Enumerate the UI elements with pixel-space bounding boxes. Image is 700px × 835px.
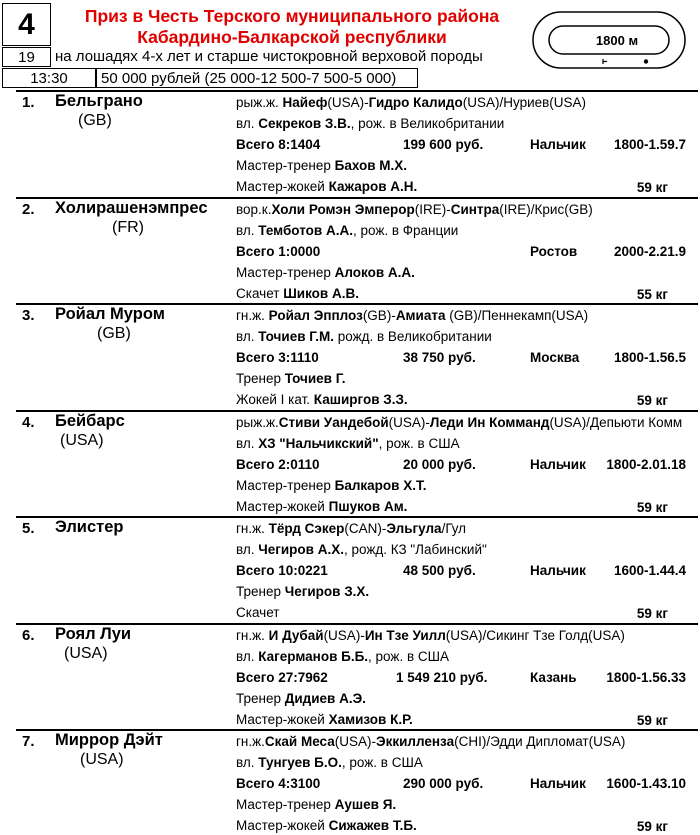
horse-name: Миррор Дэйт: [55, 731, 163, 749]
best-time-track: Нальчик: [530, 456, 586, 472]
trainer-line-segment: Бахов М.Х.: [334, 158, 408, 173]
career-earnings: 48 500 руб.: [403, 563, 476, 578]
pedigree-segment: (USA)-: [334, 734, 376, 749]
trainer-line-segment: Балкаров Х.Т.: [334, 477, 427, 493]
owner-line-segment: , рож. в США: [378, 435, 460, 451]
entry-number: 7.: [22, 733, 35, 750]
horse-country: (USA): [64, 644, 108, 662]
trainer-line-segment: Мастер-тренер: [236, 264, 335, 280]
entry: [0, 410, 700, 516]
trainer-line-segment: Тренер: [236, 584, 285, 599]
best-time: 1800-1.56.5: [613, 350, 686, 365]
trainer-line-segment: Мастер-тренер: [236, 158, 335, 173]
race-time: 13:30: [2, 68, 96, 88]
jockey-line-segment: Скачет: [236, 605, 280, 620]
trainer-line-segment: Дидиев А.Э.: [284, 690, 366, 706]
owner-line-segment: , рож. в Франции: [352, 222, 459, 238]
pedigree-segment: (USA)/Сикинг Тзе Голд(USA): [445, 627, 625, 643]
career-earnings: 38 750 руб.: [403, 350, 476, 365]
carried-weight: 59 кг: [636, 606, 668, 621]
pedigree-segment: (CAN)-: [344, 521, 387, 536]
jockey-line-segment: Мастер-жокей: [236, 818, 329, 833]
best-time: 1600-1.43.10: [606, 776, 686, 791]
entry: [0, 197, 700, 303]
entry-number: 3.: [22, 307, 35, 324]
owner-line: [236, 649, 449, 664]
owner-line-segment: Точиев Г.М.: [258, 329, 334, 344]
carried-weight: 55 кг: [636, 286, 668, 302]
pedigree-segment: Тёрд Сэкер: [268, 521, 345, 536]
best-time: 1800-2.01.18: [606, 456, 686, 472]
entry: [0, 90, 700, 196]
entry: [0, 516, 700, 622]
jockey-line-segment: Кажаров А.Н.: [328, 179, 418, 194]
pedigree-segment: Амиата: [395, 308, 446, 323]
race-index: 19: [2, 47, 51, 67]
pedigree-segment: рыж.ж.: [236, 414, 279, 430]
career-record: Всего 2:0110: [236, 456, 320, 472]
best-time-track: Казань: [530, 669, 577, 685]
pedigree-segment: гн.ж.: [236, 627, 269, 643]
best-time-track: Нальчик: [530, 563, 586, 578]
owner-line: [236, 223, 458, 238]
pedigree: [236, 308, 696, 323]
pedigree-segment: (USA)-: [388, 414, 430, 430]
trainer-line: [236, 265, 415, 280]
best-time: 1800-1.56.33: [606, 669, 686, 685]
jockey-line: [236, 818, 417, 833]
pedigree-segment: (USA)-: [323, 627, 365, 643]
pedigree-segment: (GB)-: [362, 308, 396, 323]
carried-weight: 59 кг: [636, 712, 668, 728]
jockey-line-segment: Хамизов К.Р.: [328, 711, 413, 727]
jockey-line: [236, 499, 407, 514]
jockey-line: [236, 712, 413, 727]
jockey-line-segment: Мастер-жокей: [236, 498, 329, 514]
owner-line-segment: Секреков З.В.: [258, 116, 351, 131]
owner-line-segment: вл.: [236, 435, 259, 451]
pedigree-segment: Холи Ромэн Эмперор: [271, 201, 415, 217]
jockey-line-segment: Скачет: [236, 285, 284, 301]
pedigree-segment: Леди Ин Комманд: [429, 414, 550, 430]
career-record: Всего 3:1110: [236, 350, 319, 365]
pedigree: [236, 95, 696, 110]
pedigree-segment: Ин Тзе Уилл: [364, 627, 446, 643]
race-title-line1: Приз в Честь Терского муниципального района: [84, 6, 500, 26]
trainer-line-segment: Мастер-тренер: [236, 797, 335, 812]
pedigree-segment: (IRE)-: [414, 201, 451, 217]
pedigree-segment: (GB)/Пеннекамп(USA): [445, 308, 589, 323]
pedigree-segment: Синтра: [450, 201, 500, 217]
owner-line: [236, 116, 504, 131]
best-time: 1600-1.44.4: [613, 563, 686, 578]
owner-line-segment: , рожд. КЗ "Лабинский": [343, 542, 487, 557]
owner-line-segment: вл.: [236, 648, 259, 664]
jockey-line-segment: Сижажев Т.Б.: [328, 818, 417, 833]
entry: [0, 729, 700, 835]
owner-line: [236, 542, 487, 557]
best-time: 1800-1.59.7: [613, 137, 686, 152]
owner-line-segment: Кагерманов Б.Б.: [258, 648, 369, 664]
trainer-line: [236, 691, 366, 706]
owner-line-segment: , рож. в США: [368, 648, 449, 664]
career-earnings: 20 000 руб.: [403, 456, 476, 472]
best-time-track: Нальчик: [530, 776, 586, 791]
trainer-line: [236, 584, 369, 599]
race-conditions: на лошадях 4-х лет и старше чистокровной верховой породы: [55, 48, 483, 65]
horse-name: Роял Луи: [55, 624, 132, 643]
horse-name: Элистер: [55, 518, 124, 536]
horse-country: (USA): [80, 751, 124, 768]
horse-country: (FR): [112, 218, 144, 236]
career-record: Всего 1:0000: [236, 243, 321, 259]
track-diagram: [531, 10, 687, 75]
career-record: Всего 4:3100: [236, 776, 321, 791]
owner-line-segment: вл.: [236, 755, 259, 770]
pedigree-segment: (CHI)/Эдди Дипломат(USA): [454, 734, 626, 749]
trainer-line: [236, 371, 345, 386]
trainer-line: [236, 797, 396, 812]
best-time: 2000-2.21.9: [613, 243, 686, 259]
career-record: Всего 27:7962: [236, 669, 328, 685]
career-earnings: 1 549 210 руб.: [396, 669, 488, 685]
jockey-line: [236, 286, 359, 301]
jockey-line-segment: Каширгов З.З.: [313, 392, 408, 407]
pedigree-segment: (USA)/Депьюти Комм: [549, 414, 683, 430]
pedigree-segment: Ройал Эпплоз: [268, 308, 363, 323]
horse-name: Бейбарс: [55, 411, 125, 430]
pedigree-segment: Найеф: [282, 95, 328, 110]
horse-name: Бельграно: [55, 92, 143, 110]
track-oval-icon: [531, 10, 687, 70]
pedigree-segment: (IRE)/Крис(GB): [499, 201, 593, 217]
owner-line-segment: ХЗ "Нальчикский": [258, 435, 379, 451]
jockey-line: [236, 179, 417, 194]
entry-number: 6.: [22, 626, 35, 644]
pedigree-segment: гн.ж.: [236, 308, 269, 323]
race-number: 4: [2, 3, 51, 46]
horse-name: Холирашенэмпрес: [55, 198, 208, 217]
owner-line-segment: вл.: [236, 329, 259, 344]
career-record: Всего 10:0221: [236, 563, 328, 578]
career-record: Всего 8:1404: [236, 137, 321, 152]
pedigree-segment: вор.к.: [236, 201, 272, 217]
pedigree: [236, 415, 696, 430]
jockey-line-segment: Мастер-жокей: [236, 711, 329, 727]
owner-line-segment: рожд. в Великобритании: [333, 329, 492, 344]
horse-name: Ройал Муром: [55, 305, 165, 323]
owner-line: [236, 436, 460, 451]
jockey-line-segment: Мастер-жокей: [236, 179, 329, 194]
jockey-line-segment: Пшуков Ам.: [328, 498, 408, 514]
owner-line-segment: вл.: [236, 222, 259, 238]
best-time-track: Москва: [530, 350, 580, 365]
trainer-line-segment: Чегиров З.Х.: [284, 584, 370, 599]
carried-weight: 59 кг: [636, 180, 668, 195]
owner-line-segment: вл.: [236, 116, 259, 131]
owner-line-segment: , рож. в Великобритании: [350, 116, 505, 131]
jockey-line-segment: Шиков А.В.: [283, 285, 359, 301]
horse-country: (USA): [60, 431, 104, 449]
trainer-line-segment: Тренер: [236, 371, 285, 386]
jockey-line: [236, 605, 279, 620]
race-title-line2: Кабардино-Балкарской республики: [137, 27, 447, 47]
horse-country: (GB): [78, 112, 112, 129]
carried-weight: 59 кг: [636, 393, 668, 408]
entry-number: 1.: [22, 94, 35, 111]
pedigree-segment: гн.ж.: [236, 734, 265, 749]
best-time-track: Нальчик: [530, 137, 586, 152]
owner-line-segment: вл.: [236, 542, 259, 557]
pedigree-segment: Гидро Калидо: [368, 95, 463, 110]
trainer-line: [236, 478, 426, 493]
trainer-line-segment: Алоков А.А.: [334, 264, 415, 280]
pedigree: [236, 628, 696, 643]
owner-line-segment: Тунгуев Б.О.: [258, 755, 342, 770]
track-distance: 1800 м: [595, 33, 639, 48]
trainer-line-segment: Мастер-тренер: [236, 477, 335, 493]
career-earnings: 199 600 руб.: [403, 137, 484, 152]
career-earnings: 290 000 руб.: [403, 776, 484, 791]
entry-number: 5.: [22, 520, 35, 537]
pedigree-segment: гн.ж.: [236, 521, 269, 536]
horse-country: (GB): [97, 325, 131, 342]
pedigree: [236, 202, 696, 217]
entry-number: 4.: [22, 413, 35, 431]
owner-line: [236, 329, 492, 344]
trainer-line: [236, 158, 407, 173]
pedigree-segment: Стиви Уандебой: [278, 414, 389, 430]
owner-line: [236, 755, 423, 770]
jockey-line: [236, 392, 408, 407]
pedigree-segment: /Гул: [441, 521, 467, 536]
trainer-line-segment: Аушев Я.: [334, 797, 397, 812]
prize-fund: 50 000 рублей (25 000-12 500-7 500-5 000): [96, 68, 418, 88]
best-time-track: Ростов: [530, 243, 578, 259]
jockey-line-segment: Жокей I кат.: [236, 392, 314, 407]
pedigree-segment: Эльгула: [386, 521, 442, 536]
pedigree-segment: (USA)/Нуриев(USA): [462, 95, 587, 110]
pedigree-segment: Эккилленза: [376, 734, 455, 749]
carried-weight: 59 кг: [636, 819, 668, 834]
trainer-line-segment: Точиев Г.: [284, 371, 346, 386]
pedigree-segment: рыж.ж.: [236, 95, 283, 110]
trainer-line-segment: Тренер: [236, 690, 285, 706]
entry: [0, 623, 700, 729]
pedigree-segment: Скай Меса: [264, 734, 335, 749]
owner-line-segment: Темботов А.А.: [258, 222, 353, 238]
pedigree-segment: И Дубай: [268, 627, 324, 643]
owner-line-segment: Чегиров А.Х.: [258, 542, 344, 557]
pedigree: [236, 734, 696, 749]
carried-weight: 59 кг: [636, 499, 668, 515]
entry: [0, 303, 700, 409]
pedigree-segment: (USA)-: [327, 95, 369, 110]
pedigree: [236, 521, 696, 536]
owner-line-segment: , рож. в США: [341, 755, 423, 770]
entry-number: 2.: [22, 200, 35, 218]
